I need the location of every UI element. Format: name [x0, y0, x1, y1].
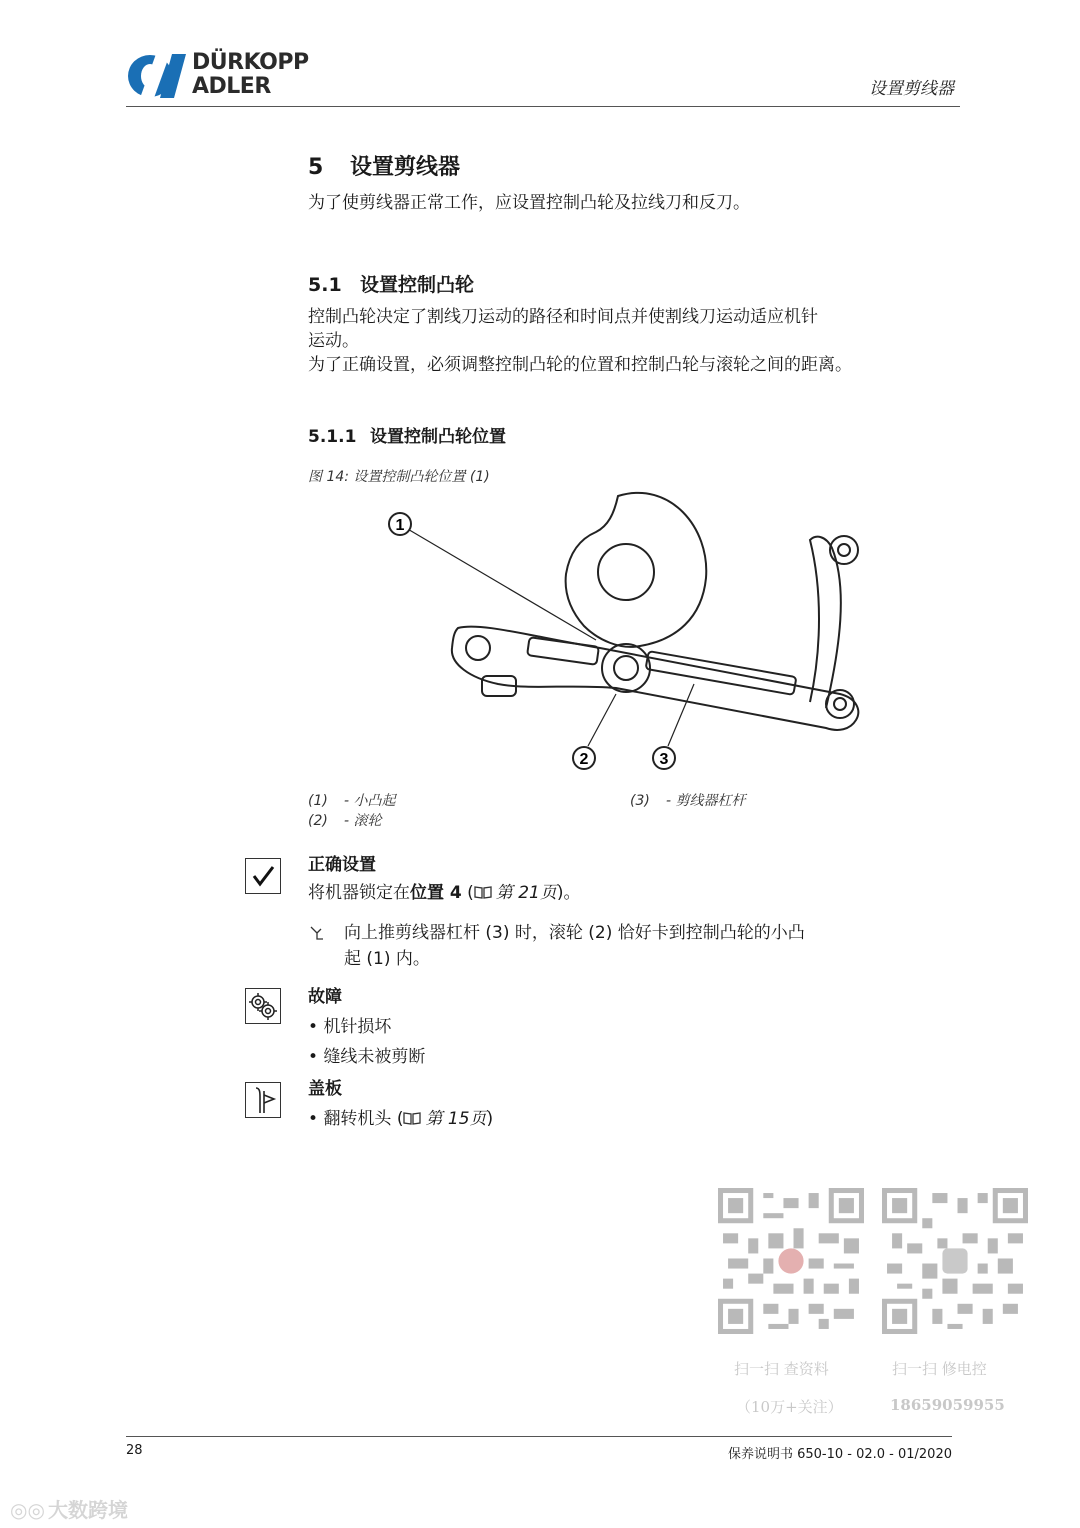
result-line-2: 起 (1) 内。	[344, 949, 430, 969]
cover-plate-icon	[245, 1082, 281, 1118]
header-section-title: 设置剪线器	[869, 79, 954, 99]
qr-left-label: 扫一扫 查资料	[734, 1360, 829, 1378]
correct-setting-prefix: 将机器锁定在	[308, 883, 410, 903]
correct-setting-position: 位置 4	[410, 883, 462, 903]
malfunction-item-text: 缝线未被剪断	[323, 1047, 426, 1067]
result-line-1: 向上推剪线器杠杆 (3) 时，滚轮 (2) 恰好卡到控制凸轮的小凸	[344, 923, 805, 943]
callout-3: 3	[659, 751, 669, 768]
callout-1: 1	[395, 517, 405, 534]
book-icon	[403, 1110, 421, 1124]
cover-item: • 翻转机头 ( 第 15页)	[308, 1109, 494, 1129]
qr-left-sub: （10万+关注）	[736, 1398, 843, 1416]
roller	[602, 644, 650, 692]
correct-setting-title: 正确设置	[308, 855, 376, 875]
page-ref-link[interactable]: 第 21页	[495, 883, 557, 903]
legend-label: - 滚轮	[344, 813, 382, 829]
heading-2	[308, 270, 474, 297]
heading-3-text: 设置控制凸轮位置	[370, 427, 506, 447]
malfunction-title: 故障	[308, 987, 342, 1007]
heading-1-text: 设置剪线器	[350, 155, 461, 180]
qr-right-sub: 18659059955	[890, 1396, 1005, 1414]
paragraph-2: 为了正确设置，必须调整控制凸轮的位置和控制凸轮与滚轮之间的距离。	[308, 355, 852, 375]
control-cam	[566, 493, 707, 647]
header-divider	[126, 106, 960, 107]
figure-control-cam-diagram	[370, 488, 890, 784]
legend-item-1	[308, 790, 396, 810]
legend-num: (2)	[308, 813, 328, 829]
paragraph-1-line-2: 运动。	[308, 331, 359, 351]
ref-close: )	[486, 1109, 494, 1129]
legend-label: - 剪线器杠杆	[666, 793, 746, 809]
correct-setting-line	[308, 880, 580, 906]
book-icon	[474, 881, 492, 895]
legend-label: - 小凸起	[344, 793, 396, 809]
ref-close: )。	[556, 883, 581, 903]
brand-logo-mark	[126, 52, 188, 100]
brand-name-line1: DÜRKOPP	[192, 50, 309, 75]
heading-1-number: 5	[308, 155, 324, 180]
brand-name-line2: ADLER	[192, 74, 271, 99]
paragraph-1-line-1: 控制凸轮决定了割线刀运动的路径和时间点并使割线刀运动适应机针	[308, 307, 818, 327]
watermark-logo-icon: ◎◎	[10, 1498, 45, 1522]
figure-caption: 图 14: 设置控制凸轮位置 (1)	[308, 469, 490, 485]
callout-2: 2	[579, 751, 589, 768]
qr-code-left[interactable]	[718, 1188, 864, 1334]
page-number: 28	[126, 1443, 143, 1458]
intro-paragraph: 为了使剪线器正常工作，应设置控制凸轮及拉线刀和反刀。	[308, 193, 750, 213]
heading-2-text: 设置控制凸轮	[360, 274, 475, 296]
hand-pointer-icon	[308, 924, 326, 946]
malfunction-item: • 机针损坏	[308, 1017, 392, 1037]
malfunction-item-text: 机针损坏	[323, 1017, 392, 1037]
checkmark-icon	[245, 858, 281, 894]
cover-item-text: 翻转机头 (	[323, 1109, 404, 1129]
document-reference: 保养说明书 650-10 - 02.0 - 01/2020	[727, 1447, 952, 1462]
legend-item-2	[308, 810, 382, 830]
qr-code-right[interactable]	[882, 1188, 1028, 1334]
legend-num: (1)	[308, 793, 328, 809]
brand-logo	[126, 50, 326, 100]
gears-icon	[245, 988, 281, 1024]
watermark-text: 大数跨境	[48, 1498, 128, 1522]
legend-num: (3)	[630, 793, 650, 809]
heading-3	[308, 422, 506, 447]
malfunction-item: • 缝线未被剪断	[308, 1047, 426, 1067]
heading-3-number: 5.1.1	[308, 427, 357, 447]
heading-1	[308, 150, 460, 181]
page-ref-link[interactable]: 第 15页	[425, 1109, 487, 1129]
heading-2-number: 5.1	[308, 274, 342, 296]
watermark	[10, 1494, 128, 1523]
qr-right-label: 扫一扫 修电控	[892, 1360, 987, 1378]
legend-item-3	[630, 790, 746, 810]
ref-open: (	[461, 883, 474, 903]
cover-title: 盖板	[308, 1079, 342, 1099]
footer-divider	[126, 1436, 952, 1437]
cam-bore	[598, 544, 654, 600]
